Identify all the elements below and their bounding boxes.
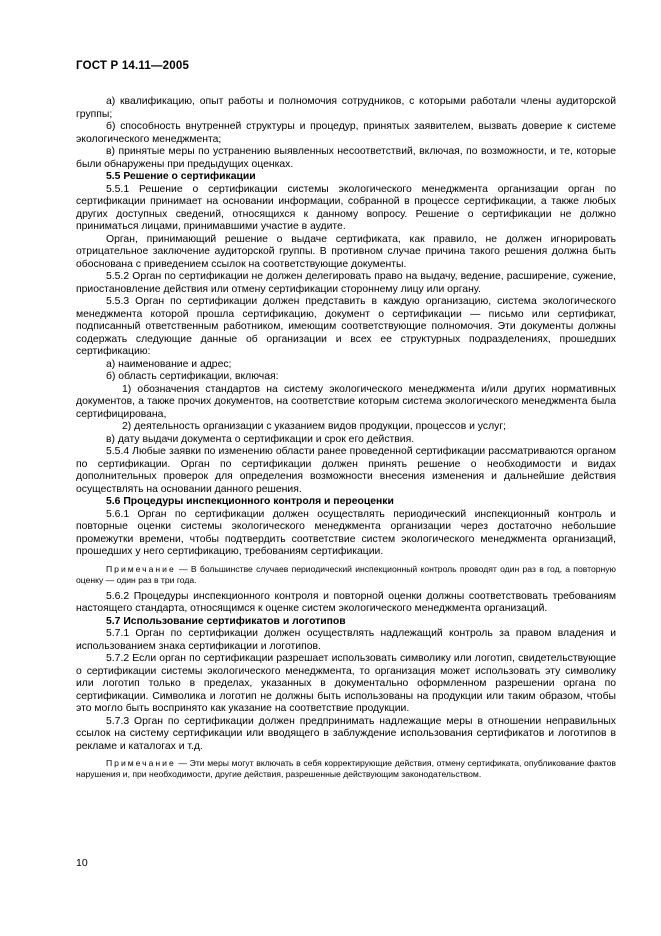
note-text: — В большинстве случаев периодический инспекционный контроль проводят один раз в год, а повторную оценку — один раз в три года. <box>76 563 616 585</box>
paragraph-item-b: б) способность внутренней структуры и процедур, принятых заявителем, вызвать доверие к системе экологического менеджмента; <box>76 121 616 145</box>
section-heading-5-7: 5.7 Использование сертификатов и логотипов <box>106 615 346 627</box>
paragraph-5-5-1: 5.5.1 Решение о сертификации системы экологического менеджмента организации орган по сертификации принимает на основании информации, собранной в процессе сертификации, а также любых других доступных сведений, относящихся к данному вопросу. Решение о сертификации не должно приниматься лицами, принимавшими участие в аудите. <box>76 183 616 232</box>
list-item-b: б) область сертификации, включая: <box>106 371 279 382</box>
list-subitem-b2: 2) деятельность организации с указанием видов продукции, процессов и услуг; <box>122 421 507 432</box>
note-corrective-measures <box>76 758 616 780</box>
paragraph-5-5-3: 5.5.3 Орган по сертификации должен представить в каждую организацию, система экологического менеджмента которой прошла сертификацию, документ о сертификации — письмо или сертификат, подписанный ответственным работником, имеющим соответствующие полномочия. Эти документы должны содержать следующие данные об организации и всех ее структурных подразделениях, прошедших сертификацию: <box>76 296 616 357</box>
document-body <box>76 96 616 785</box>
section-heading-5-5: 5.5 Решение о сертификации <box>106 171 256 182</box>
paragraph-5-7-2: 5.7.2 Если орган по сертификации разрешает использовать символику или логотип, свидетельствующие о сертификации системы экологического менеджмента, то организация может использовать эту символику или логотип только в пределах, указанных в документально оформленном разрешении органа по сертификации. Символика и логотип не должны быть использованы на продукции или таким образом, чтобы это могло быть воспринято как указание на соответствие продукции. <box>76 653 616 714</box>
note-label: Примечание <box>106 563 176 574</box>
paragraph-5-7-3: 5.7.3 Орган по сертификации должен предпринимать надлежащие меры в отношении неправильных ссылок на систему сертификации или вводящего в заблуждение использования сертификатов и логотипов в рекламе и каталогах и т.д. <box>76 715 616 752</box>
paragraph-5-5-4: 5.5.4 Любые заявки по изменению области ранее проведенной сертификации рассматриваются органом по сертификации. Орган по сертификации должен принять решение о необходимости и видах дополнительных проверок для определения возможности внесения изменения и дальнейшие действия осуществлять на основании данного решения. <box>76 446 616 495</box>
page-number: 10 <box>76 857 88 869</box>
paragraph-item-a: а) квалификацию, опыт работы и полномочия сотрудников, с которыми работали члены аудиторской группы; <box>76 96 616 120</box>
page-header-title: ГОСТ Р 14.11—2005 <box>76 60 190 72</box>
paragraph-5-6-2: 5.6.2 Процедуры инспекционного контроля и повторной оценки должны соответствовать требованиям настоящего стандарта, относящимся к оценке систем экологического менеджмента организаций. <box>76 590 616 614</box>
paragraph-5-5-1-continued: Орган, принимающий решение о выдаче сертификата, как правило, не должен игнорировать отрицательное заключение аудиторской группы. В противном случае причина такого решения должна быть обоснована с приведением ссылок на соответствующие документы. <box>76 233 616 270</box>
paragraph-5-6-1: 5.6.1 Орган по сертификации должен осуществлять периодический инспекционный контроль и повторные оценки системы экологического менеджмента организации через достаточно небольшие промежутки времени, чтобы подтвердить соответствие систем экологического менеджмента организаций, прошедших у него сертификацию, требованиям сертификации. <box>76 508 616 557</box>
list-item-v: в) дату выдачи документа о сертификации и срок его действия. <box>106 433 415 445</box>
paragraph-5-7-1: 5.7.1 Орган по сертификации должен осуществлять надлежащий контроль за правом владения и использованием знака сертификации и логотипов. <box>76 628 616 652</box>
section-heading-5-6: 5.6 Процедуры инспекционного контроля и переоценки <box>106 496 394 507</box>
paragraph-item-v: в) принятые меры по устранению выявленных несоответствий, включая, по возможности, и те, которые были обнаружены при предыдущих оценках. <box>76 146 616 170</box>
note-label: Примечание <box>106 758 176 768</box>
list-item-a: а) наименование и адрес; <box>106 358 232 370</box>
list-subitem-b1: 1) обозначения стандартов на систему экологического менеджмента и/или других нормативных документов, а также прочих документов, на соответствие которым система экологического менеджмента была сертифицирована, <box>76 383 616 420</box>
note-text: — Эти меры могут включать в себя корректирующие действия, отмену сертификата, опубликование фактов нарушения и, при необходимости, другие действия, разрешенные действующим законодательством. <box>76 758 616 779</box>
paragraph-5-5-2: 5.5.2 Орган по сертификации не должен делегировать право на выдачу, ведение, расширение, сужение, приостановление действия или отмену сертификации стороннему лицу или органу. <box>76 271 616 295</box>
note-inspection-frequency <box>76 564 616 586</box>
